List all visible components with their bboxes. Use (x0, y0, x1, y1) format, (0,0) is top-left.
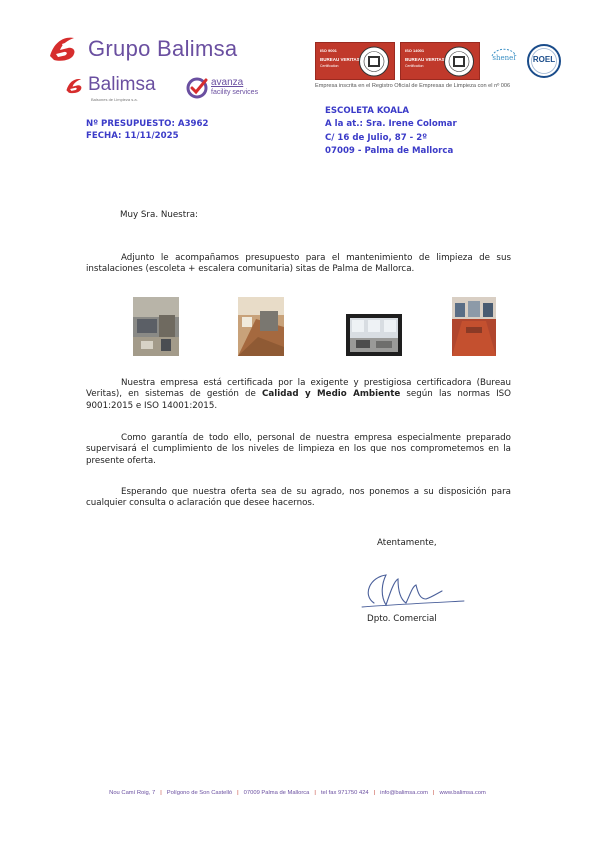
recipient-attention: A la at.: Sra. Irene Colomar (325, 119, 457, 130)
facility-photo-2 (238, 297, 284, 356)
footer-city: 07009 Palma de Mallorca (243, 790, 310, 796)
cert-label: Certification (320, 64, 339, 68)
paragraph-guarantee: Como garantía de todo ello, personal de nuestra empresa especialmente preparado supervisará el cumplimiento de los niveles de limpieza en los que nos comprometemos en la presente oferta. (86, 433, 511, 466)
cert-body-label: BUREAU VERITAS (320, 57, 360, 62)
footer-separator: | (314, 790, 316, 796)
cert-iso-label: ISO 14001 (405, 48, 425, 53)
handwritten-signature (356, 565, 466, 615)
facility-photo-1 (133, 297, 179, 356)
quote-number: Nº PRESUPUESTO: A3962 (86, 119, 209, 129)
quote-date: FECHA: 11/11/2025 (86, 131, 179, 141)
quote-reference (86, 118, 209, 142)
paragraph-intro: Adjunto le acompañamos presupuesto para el mantenimiento de limpieza de sus instalaciones (escoleta + escalera comunitaria) sitas de Palma de Mallorca. (86, 253, 511, 275)
paragraph-certification (86, 378, 511, 412)
recipient-company: ESCOLETA KOALA (325, 106, 409, 116)
footer-phone: tel fax 971750 424 (320, 790, 369, 796)
footer-address: Nou Camí Roig, 7 (109, 790, 156, 796)
avanza-tagline: facility services (211, 89, 259, 96)
roel-name: ROEL (532, 55, 556, 64)
footer-website[interactable]: www.balimsa.com (439, 790, 486, 796)
footer-email[interactable]: info@balimsa.com (380, 790, 428, 796)
footer-separator: | (237, 790, 239, 796)
registry-notice: Empresa inscrita en el Registro Oficial de Empresas de Limpieza con el nº 006 (315, 83, 511, 89)
balimsa-name: Balimsa (88, 74, 156, 95)
cert-iso-label: ISO 9001 (320, 48, 337, 53)
balimsa-logo (64, 74, 184, 104)
footer-separator: | (432, 790, 435, 796)
balimsa-tagline: Balsones de Limpieza s.a. (91, 97, 138, 102)
department-signoff: Dpto. Comercial (367, 614, 437, 624)
recipient-city: 07009 - Palma de Mallorca (325, 146, 454, 157)
recipient-street: C/ 16 de Julio, 87 - 2º (325, 132, 428, 143)
roel-logo (524, 42, 564, 80)
avanza-logo (186, 77, 266, 103)
shenel-name: shenel (492, 54, 516, 62)
closing-phrase: Atentamente, (377, 538, 437, 548)
bureau-veritas-seal-icon (358, 45, 390, 78)
cert-body-label: BUREAU VERITAS (405, 57, 445, 62)
facility-photo-3 (346, 314, 402, 356)
balimsa-b-icon (46, 34, 82, 64)
cert-label: Certification (405, 64, 424, 68)
grupo-balimsa-logo (46, 34, 237, 64)
facility-photo-4 (452, 297, 496, 356)
footer-separator: | (373, 790, 376, 796)
certification-emphasis: Calidad y Medio Ambiente (262, 389, 401, 400)
brand-name: Grupo Balimsa (88, 36, 238, 61)
footer-separator: | (160, 790, 162, 796)
paragraph-closing: Esperando que nuestra oferta sea de su agrado, nos ponemos a su disposición para cualquier consulta o aclaración que desee hacernos. (86, 487, 511, 509)
avanza-check-icon (186, 77, 208, 99)
footer-area: Polígono de Son Castelló (166, 790, 233, 796)
certification-text: Nuestra empresa está certificada por la exigente y prestigiosa certificadora (Bureau Veritas), en sistemas de gestión de (86, 378, 511, 400)
shenel-logo (488, 44, 520, 78)
avanza-name: avanza (211, 77, 244, 88)
salutation: Muy Sra. Nuestra: (120, 210, 198, 220)
balimsa-small-b-icon (64, 76, 86, 96)
recipient-address (325, 105, 457, 159)
iso-14001-badge (400, 42, 480, 80)
iso-9001-badge (315, 42, 395, 80)
certification-standards: según las normas ISO 9001:2015 e ISO 14001:2015. (86, 389, 511, 411)
page-footer (0, 790, 595, 796)
bureau-veritas-seal-icon (443, 45, 475, 78)
